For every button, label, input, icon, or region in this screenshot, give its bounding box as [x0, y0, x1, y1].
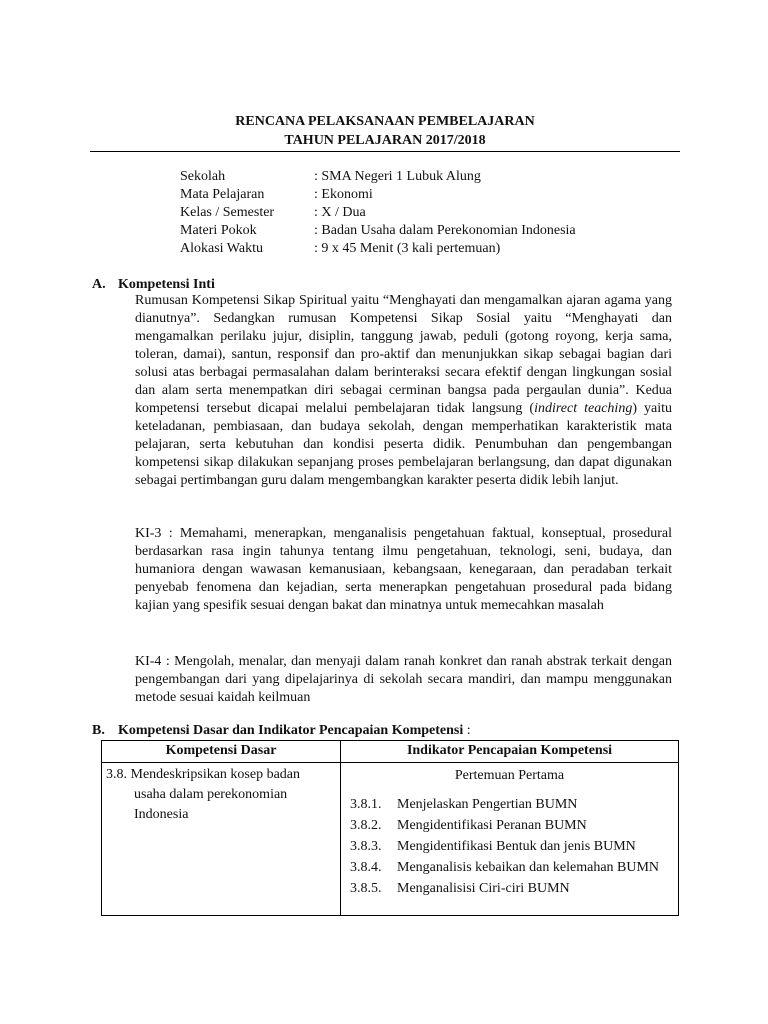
indicator-number: 3.8.5. — [350, 881, 382, 896]
indicator-text: Menjelaskan Pengertian BUMN — [397, 797, 578, 812]
section-title: Kompetensi Inti — [118, 277, 215, 292]
document-title: RENCANA PELAKSANAAN PEMBELAJARAN — [235, 114, 535, 129]
identity-row — [180, 222, 576, 240]
identity-value: : SMA Negeri 1 Lubuk Alung — [314, 169, 481, 184]
identity-label: Sekolah — [180, 169, 226, 184]
indicator-number: 3.8.1. — [350, 797, 382, 812]
kd-column-header: Kompetensi Dasar — [102, 741, 341, 763]
paragraph-italic-term: indirect teaching — [534, 401, 633, 416]
identity-row — [180, 240, 576, 258]
paragraph-text-end: ) yaitu keteladanan, pembiasaan, dan budaya sekolah, dengan memperhatikan karakteristik mata pelajaran, serta kebutuhan dan kondisi peserta didik. Penumbuhan dan pengembangan kompetensi sikap dilakukan sepanjang proses pembelajaran berlangsung, dan dapat digunakan sebagai pertimbangan guru dalam mengembangkan karakter peserta didik lebih lanjut. — [135, 401, 673, 488]
identity-value: : Ekonomi — [314, 187, 373, 202]
indicator-number: 3.8.4. — [350, 860, 382, 875]
section-b-heading — [92, 722, 471, 740]
ki4-paragraph: KI-4 : Mengolah, menalar, dan menyaji dalam ranah konkret dan ranah abstrak terkait dengan pengembangan dari yang dipelajarinya di sekolah secara mandiri, dan mampu menggunakan metode sesuai kaidah keilmuan — [135, 654, 672, 705]
section-letter: A. — [92, 277, 106, 292]
identity-row — [180, 168, 576, 186]
identity-value: : X / Dua — [314, 205, 366, 220]
indicator-number: 3.8.3. — [350, 839, 382, 854]
indicator-text: Mengidentifikasi Bentuk dan jenis BUMN — [397, 839, 636, 854]
identity-row — [180, 204, 576, 222]
basic-competence-text: 3.8. Mendeskripsikan kosep badan usaha dalam perekonomian Indonesia — [106, 767, 301, 822]
identity-value: : Badan Usaha dalam Perekonomian Indonesia — [314, 223, 576, 238]
indicator-text: Mengidentifikasi Peranan BUMN — [397, 818, 587, 833]
identity-label: Alokasi Waktu — [180, 241, 263, 256]
indicator-text: Menganalisisi Ciri-ciri BUMN — [397, 881, 570, 896]
ki3-paragraph: KI-3 : Memahami, menerapkan, menganalisis pengetahuan faktual, konseptual, prosedural berdasarkan rasa ingin tahunya tentang ilmu pengetahuan, teknologi, seni, budaya, dan humaniora dengan wawasan kemanusiaan, kebangsaan, kenegaraan, dan peradaban terkait penyebab fenomena dan kejadian, serta menerapkan pengetahuan prosedural pada bidang kajian yang spesifik sesuai dengan bakat dan minatnya untuk memecahkan masalah — [135, 526, 672, 613]
identity-label: Mata Pelajaran — [180, 187, 265, 202]
section-title: Kompetensi Dasar dan Indikator Pencapaian Kompetensi — [118, 723, 464, 738]
identity-block — [180, 168, 576, 258]
academic-year: TAHUN PELAJARAN 2017/2018 — [284, 133, 486, 148]
table-row — [102, 763, 679, 916]
list-item — [350, 815, 674, 836]
section-letter: B. — [92, 723, 105, 738]
core-competence-paragraph — [135, 292, 672, 490]
table-header-row — [102, 741, 679, 763]
indicator-list — [345, 794, 674, 899]
identity-row — [180, 186, 576, 204]
list-item — [350, 794, 674, 815]
indicator-text: Menganalisis kebaikan dan kelemahan BUMN — [397, 860, 660, 875]
identity-value: : 9 x 45 Menit (3 kali pertemuan) — [314, 241, 501, 256]
kd-cell — [102, 763, 341, 916]
meeting-label: Pertemuan Pertama — [454, 768, 565, 783]
indicator-number: 3.8.2. — [350, 818, 382, 833]
section-title-suffix: : — [463, 723, 471, 738]
indicator-cell — [341, 763, 679, 916]
list-item — [350, 836, 674, 857]
identity-label: Kelas / Semester — [180, 205, 275, 220]
list-item — [350, 857, 674, 878]
title-underline — [90, 151, 680, 152]
identity-label: Materi Pokok — [180, 223, 257, 238]
paragraph-text: Rumusan Kompetensi Sikap Spiritual yaitu “Menghayati dan mengamalkan ajaran agama yang dianutnya”. Sedangkan rumusan Kompetensi Sikap Sosial yaitu “Menghayati dan mengamalkan perilaku jujur, disiplin, tanggung jawab, peduli (gotong royong, kerja sama, toleran, damai), santun, responsif dan pro-aktif dan menunjukkan sikap sebagai bagian dari solusi atas berbagai permasalahan dalam berinteraksi secara efektif dengan lingkungan sosial dan alam serta menempatkan diri sebagai cerminan bangsa pada pergaulan dunia”. Kedua kompetensi tersebut dicapai melalui pembelajaran tidak langsung ( — [135, 293, 672, 416]
indicator-column-header: Indikator Pencapaian Kompetensi — [341, 741, 679, 763]
competency-table — [101, 740, 679, 916]
list-item — [350, 878, 674, 899]
